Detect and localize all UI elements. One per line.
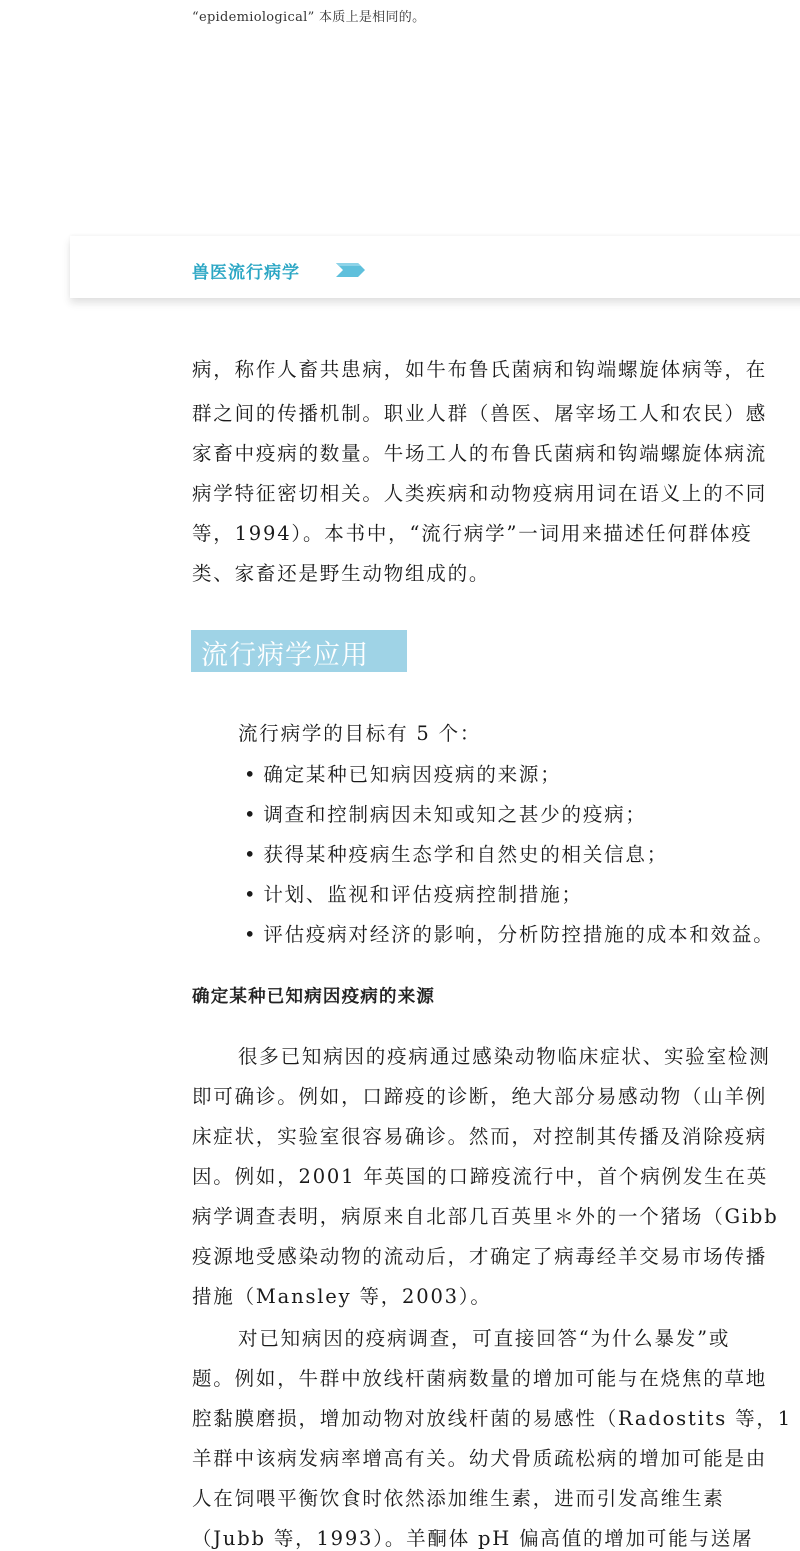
text-line: 家畜中疫病的数量。牛场工人的布鲁氏菌病和钩端螺旋体病流 bbox=[192, 442, 768, 465]
text-line: 类、家畜还是野生动物组成的。 bbox=[192, 562, 491, 585]
text-line: 疫源地受感染动物的流动后，才确定了病毒经羊交易市场传播 bbox=[192, 1245, 768, 1268]
text-line: 床症状，实验室很容易确诊。然而，对控制其传播及消除疫病 bbox=[192, 1125, 768, 1148]
list-item-text: 评估疫病对经济的影响，分析防控措施的成本和效益。 bbox=[263, 923, 775, 946]
text-line: 即可确诊。例如，口蹄疫的诊断，绝大部分易感动物（山羊例 bbox=[192, 1085, 768, 1108]
text-line: 群之间的传播机制。职业人群（兽医、屠宰场工人和农民）感 bbox=[192, 402, 768, 425]
bullet-icon: • bbox=[244, 843, 258, 866]
text-line: 措施（Mansley 等，2003）。 bbox=[192, 1285, 492, 1308]
bullet-icon: • bbox=[244, 763, 258, 786]
list-item-text: 确定某种已知病因疫病的来源； bbox=[263, 763, 562, 786]
subheading: 确定某种已知病因疫病的来源 bbox=[192, 987, 436, 1007]
list-item bbox=[244, 879, 583, 907]
list-item bbox=[244, 919, 775, 947]
bullet-icon: • bbox=[244, 923, 258, 946]
list-item bbox=[244, 759, 562, 787]
text-line: 对已知病因的疫病调查，可直接回答“为什么暴发”或 bbox=[238, 1327, 731, 1350]
running-title: 兽医流行病学 bbox=[192, 263, 300, 283]
previous-page-text: “epidemiological” 本质上是相同的。 bbox=[192, 10, 426, 25]
text-line: 因。例如，2001 年英国的口蹄疫流行中，首个病例发生在英 bbox=[192, 1165, 769, 1188]
bullet-icon: • bbox=[244, 883, 258, 906]
text-line: 很多已知病因的疫病通过感染动物临床症状、实验室检测 bbox=[238, 1045, 771, 1068]
list-item bbox=[244, 799, 647, 827]
text-line: 等，1994）。本书中，“流行病学”一词用来描述任何群体疫 bbox=[192, 522, 753, 545]
section-heading-text: 流行病学应用 bbox=[201, 640, 369, 671]
bullet-icon: • bbox=[244, 803, 258, 826]
text-line: 人在饲喂平衡饮食时依然添加维生素，进而引发高维生素 bbox=[192, 1487, 725, 1510]
list-intro: 流行病学的目标有 5 个： bbox=[238, 722, 482, 745]
running-header bbox=[70, 236, 800, 298]
text-line: 病学调查表明，病原来自北部几百英里＊外的一个猪场（Gibb bbox=[192, 1205, 779, 1228]
text-line: 病，称作人畜共患病，如牛布鲁氏菌病和钩端螺旋体病等，在 bbox=[192, 358, 768, 381]
text-line: 腔黏膜磨损，增加动物对放线杆菌的易感性（Radostits 等，1 bbox=[192, 1407, 792, 1430]
section-heading bbox=[191, 630, 407, 672]
list-item bbox=[244, 839, 668, 867]
list-item-text: 获得某种疫病生态学和自然史的相关信息； bbox=[263, 843, 669, 866]
text-line: （Jubb 等，1993）。羊酮体 pH 偏高值的增加可能与送屠 bbox=[192, 1527, 754, 1550]
list-item-text: 计划、监视和评估疫病控制措施； bbox=[263, 883, 583, 906]
text-line: 病学特征密切相关。人类疾病和动物疫病用词在语义上的不同 bbox=[192, 482, 768, 505]
text-line: 羊群中该病发病率增高有关。幼犬骨质疏松病的增加可能是由 bbox=[192, 1447, 768, 1470]
list-item-text: 调查和控制病因未知或知之甚少的疫病； bbox=[263, 803, 647, 826]
text-line: 题。例如，牛群中放线杆菌病数量的增加可能与在烧焦的草地 bbox=[192, 1367, 768, 1390]
chevron-arrow-icon bbox=[336, 262, 366, 278]
